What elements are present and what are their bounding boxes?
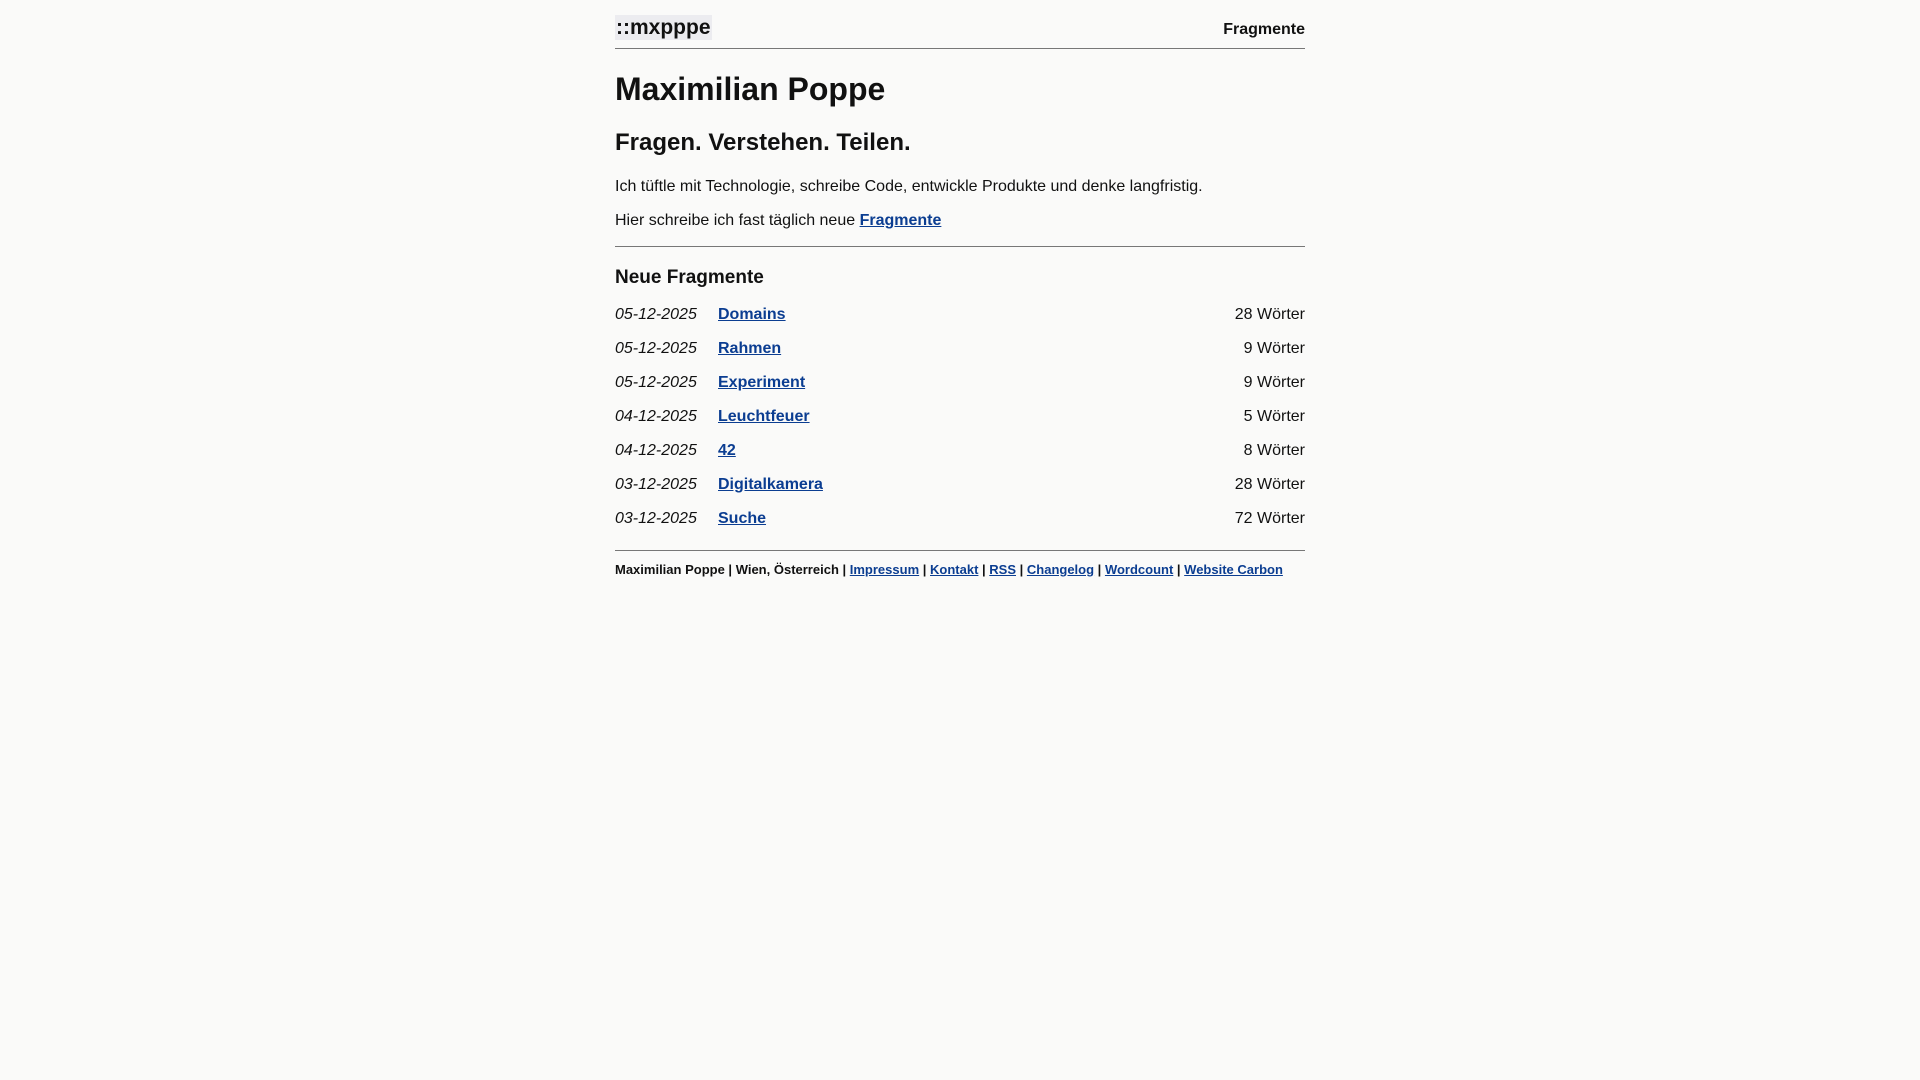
footer-link-rss[interactable]: RSS bbox=[989, 562, 1017, 577]
fragment-title-link[interactable]: 42 bbox=[718, 442, 736, 459]
fragment-title-link[interactable]: Rahmen bbox=[718, 340, 782, 357]
fragment-date: 03-12-2025 bbox=[615, 476, 697, 493]
fragment-row bbox=[615, 509, 1305, 543]
fragment-date: 05-12-2025 bbox=[615, 306, 697, 323]
footer-separator: | bbox=[838, 562, 850, 577]
footer-link-wordcount[interactable]: Wordcount bbox=[1104, 562, 1174, 577]
footer-link-changelog[interactable]: Changelog bbox=[1026, 562, 1095, 577]
fragment-word-count: 5 Wörter bbox=[1243, 408, 1305, 425]
fragment-row bbox=[615, 339, 1305, 373]
footer-link-website-carbon[interactable]: Website Carbon bbox=[1184, 562, 1283, 577]
site-footer bbox=[615, 562, 1283, 578]
footer-link-kontakt[interactable]: Kontakt bbox=[930, 562, 979, 577]
footer-separator: | bbox=[1173, 562, 1185, 577]
fragment-date: 03-12-2025 bbox=[615, 510, 697, 527]
fragment-title-link[interactable]: Digitalkamera bbox=[718, 476, 823, 493]
fragment-word-count: 9 Wörter bbox=[1243, 374, 1305, 391]
intro-prefix: Hier schreibe ich fast täglich neue bbox=[615, 212, 860, 229]
footer-separator: | bbox=[919, 562, 931, 577]
fragment-list bbox=[615, 305, 1305, 543]
divider bbox=[615, 246, 1305, 247]
fragment-word-count: 8 Wörter bbox=[1243, 442, 1305, 459]
footer-separator: | bbox=[724, 562, 736, 577]
fragment-word-count: 9 Wörter bbox=[1243, 340, 1305, 357]
fragment-word-count: 28 Wörter bbox=[1234, 476, 1305, 493]
fragment-row bbox=[615, 475, 1305, 509]
footer-separator: | bbox=[1016, 562, 1027, 577]
fragment-date: 04-12-2025 bbox=[615, 408, 697, 425]
fragment-title-link[interactable]: Leuchtfeuer bbox=[718, 408, 810, 425]
nav-link-fragmente[interactable]: Fragmente bbox=[1223, 21, 1305, 38]
footer-separator: | bbox=[1094, 562, 1105, 577]
divider bbox=[615, 550, 1305, 551]
fragment-row bbox=[615, 373, 1305, 407]
site-logo-link[interactable]: ::mxpppe bbox=[616, 16, 711, 39]
tagline: Fragen. Verstehen. Teilen. bbox=[615, 129, 911, 156]
intro-fragmente-link[interactable]: Fragmente bbox=[859, 212, 942, 229]
intro-text: Ich tüftle mit Technologie, schreibe Code, entwickle Produkte und denke langfristig. bbox=[615, 178, 1203, 195]
fragment-title-link[interactable]: Domains bbox=[718, 306, 786, 323]
page-title: Maximilian Poppe bbox=[615, 71, 886, 107]
fragment-date: 05-12-2025 bbox=[615, 374, 697, 391]
fragment-word-count: 28 Wörter bbox=[1234, 306, 1305, 323]
section-heading-neue-fragmente: Neue Fragmente bbox=[615, 267, 764, 288]
fragment-row bbox=[615, 407, 1305, 441]
intro-fragmente-text bbox=[615, 211, 941, 231]
footer-owner: Maximilian Poppe bbox=[615, 562, 725, 577]
page bbox=[615, 0, 1305, 577]
fragment-row bbox=[615, 305, 1305, 339]
fragment-date: 05-12-2025 bbox=[615, 340, 697, 357]
fragment-row bbox=[615, 441, 1305, 475]
site-header bbox=[615, 0, 1305, 49]
footer-link-impressum[interactable]: Impressum bbox=[849, 562, 920, 577]
fragment-date: 04-12-2025 bbox=[615, 442, 697, 459]
fragment-word-count: 72 Wörter bbox=[1234, 510, 1305, 527]
fragment-title-link[interactable]: Experiment bbox=[718, 374, 806, 391]
footer-location: Wien, Österreich bbox=[735, 562, 839, 577]
footer-separator: | bbox=[978, 562, 990, 577]
fragment-title-link[interactable]: Suche bbox=[718, 510, 767, 527]
